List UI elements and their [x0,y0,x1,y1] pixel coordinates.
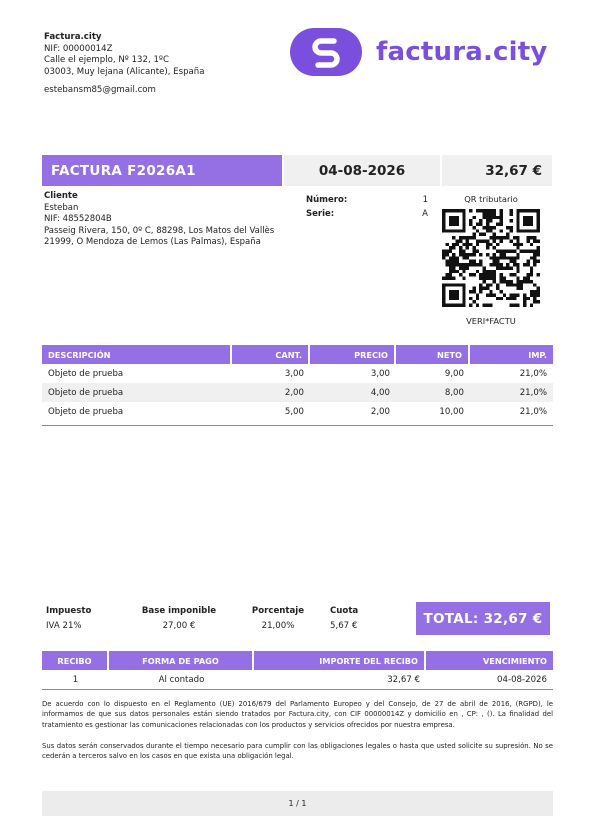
client-block [44,191,274,249]
items-header-row [42,345,553,364]
tax-value-cuota: 5,67 € [330,621,358,631]
legal-paragraph-1: De acuerdo con lo dispuesto en el Reglamento (UE) 2016/679 del Parlamento Europeo y del Consejo, de 27 de abril de 2016, (RGPD), le informamos de que sus datos personales están siendo tratados por Factura.city, con CIF 00000014Z y domicilio en , CP: , (). La finalidad del tratamiento es gestionar las comunicaciones relacionadas con los productos y servicios ofrecidos por nuestra empresa. [42,700,553,729]
col-importe: IMPORTE DEL RECIBO [254,651,426,670]
item-description: Objeto de prueba [48,368,124,379]
brand-logo [290,27,550,77]
invoice-meta [306,194,428,221]
page-footer [42,791,553,816]
tax-header-porcentaje: Porcentaje [251,606,305,616]
tax-value-impuesto: IVA 21% [46,621,82,631]
grand-total: TOTAL: 32,67 € [416,602,550,635]
col-precio: PRECIO [310,345,396,364]
receipt-amount: 32,67 € [254,670,426,690]
col-descripcion: DESCRIPCIÓN [42,345,232,364]
page-number: 1 / 1 [288,799,307,808]
receipt-due-date: 04-08-2026 [426,670,553,690]
col-cantidad: CANT. [232,345,310,364]
item-price: 3,00 [370,368,390,379]
receipt-payment-method: Al contado [109,670,254,690]
brand-wordmark: factura.city [376,37,548,67]
client-name: Esteban [44,202,79,213]
client-label: Cliente [44,191,78,201]
tax-header-impuesto: Impuesto [46,606,92,616]
serie-value: A [422,208,428,219]
issuer-email: estebansm85@gmail.com [44,85,156,95]
item-tax: 21,0% [519,406,547,417]
tax-value-base: 27,00 € [162,621,196,631]
item-description: Objeto de prueba [48,406,124,417]
invoice-header-total: 32,67 € [442,155,552,186]
invoice-title: FACTURA F2026A1 [42,155,282,186]
table-row [42,670,553,690]
item-tax: 21,0% [519,368,547,379]
col-vencimiento: VENCIMIENTO [426,651,553,670]
receipts-table [42,651,553,690]
tax-col-base [139,604,219,634]
item-price: 2,00 [370,406,390,417]
tax-value-porcentaje: 21,00% [261,621,295,631]
col-recibo: RECIBO [42,651,109,670]
item-net: 9,00 [444,368,464,379]
item-net: 10,00 [439,406,464,417]
item-net: 8,00 [396,383,470,402]
issuer-name: Factura.city [44,32,102,42]
item-tax: 21,0% [470,383,553,402]
item-price: 4,00 [310,383,396,402]
tax-header-base: Base imponible [141,606,217,616]
meta-row-numero [306,194,428,208]
item-quantity: 2,00 [232,383,310,402]
item-quantity: 5,00 [284,406,304,417]
table-row [42,364,553,383]
legal-notice [42,699,553,761]
tax-col-impuesto [46,604,91,634]
issuer-address-line1: Calle el ejemplo, Nº 132, 1ºC [44,55,169,65]
table-row [42,402,553,421]
invoice-date: 04-08-2026 [284,155,440,186]
col-impuesto: IMP. [470,345,553,364]
qr-caption: VERI*FACTU [466,316,516,326]
issuer-block [44,32,205,97]
numero-value: 1 [422,195,428,205]
item-quantity: 3,00 [284,368,304,379]
tax-header-cuota: Cuota [330,606,359,616]
receipt-number: 1 [42,670,109,690]
col-forma-pago: FORMA DE PAGO [109,651,254,670]
tax-col-porcentaje [248,604,308,634]
qr-label: QR tributario [464,194,518,204]
qr-code-icon [442,209,540,307]
tax-col-cuota [330,604,358,634]
meta-row-serie [306,208,428,222]
invoice-header-band [42,155,552,186]
receipts-header-row [42,651,553,670]
col-neto: NETO [396,345,470,364]
logo-mark-icon [290,28,362,76]
client-address-line1: Passeig Rivera, 150, 0º C, 88298, Los Matos del Vallès [44,225,275,236]
legal-paragraph-2: Sus datos serán conservados durante el tiempo necesario para cumplir con las obligaciones legales o hasta que usted solicite su supresión. No se cederán a terceros salvo en los casos en que exista una obligación legal. [42,741,553,761]
numero-label: Número: [306,195,348,205]
items-table [42,345,553,421]
issuer-address-line2: 03003, Muy lejana (Alicante), España [44,66,205,77]
client-address-line2: 21999, O Mendoza de Lemos (Las Palmas), España [44,237,261,247]
serie-label: Serie: [306,208,335,219]
client-nif: NIF: 48552804B [44,214,112,224]
item-description: Objeto de prueba [42,383,232,402]
issuer-nif: NIF: 00000014Z [44,43,113,54]
items-divider [42,425,553,426]
table-row [42,383,553,402]
